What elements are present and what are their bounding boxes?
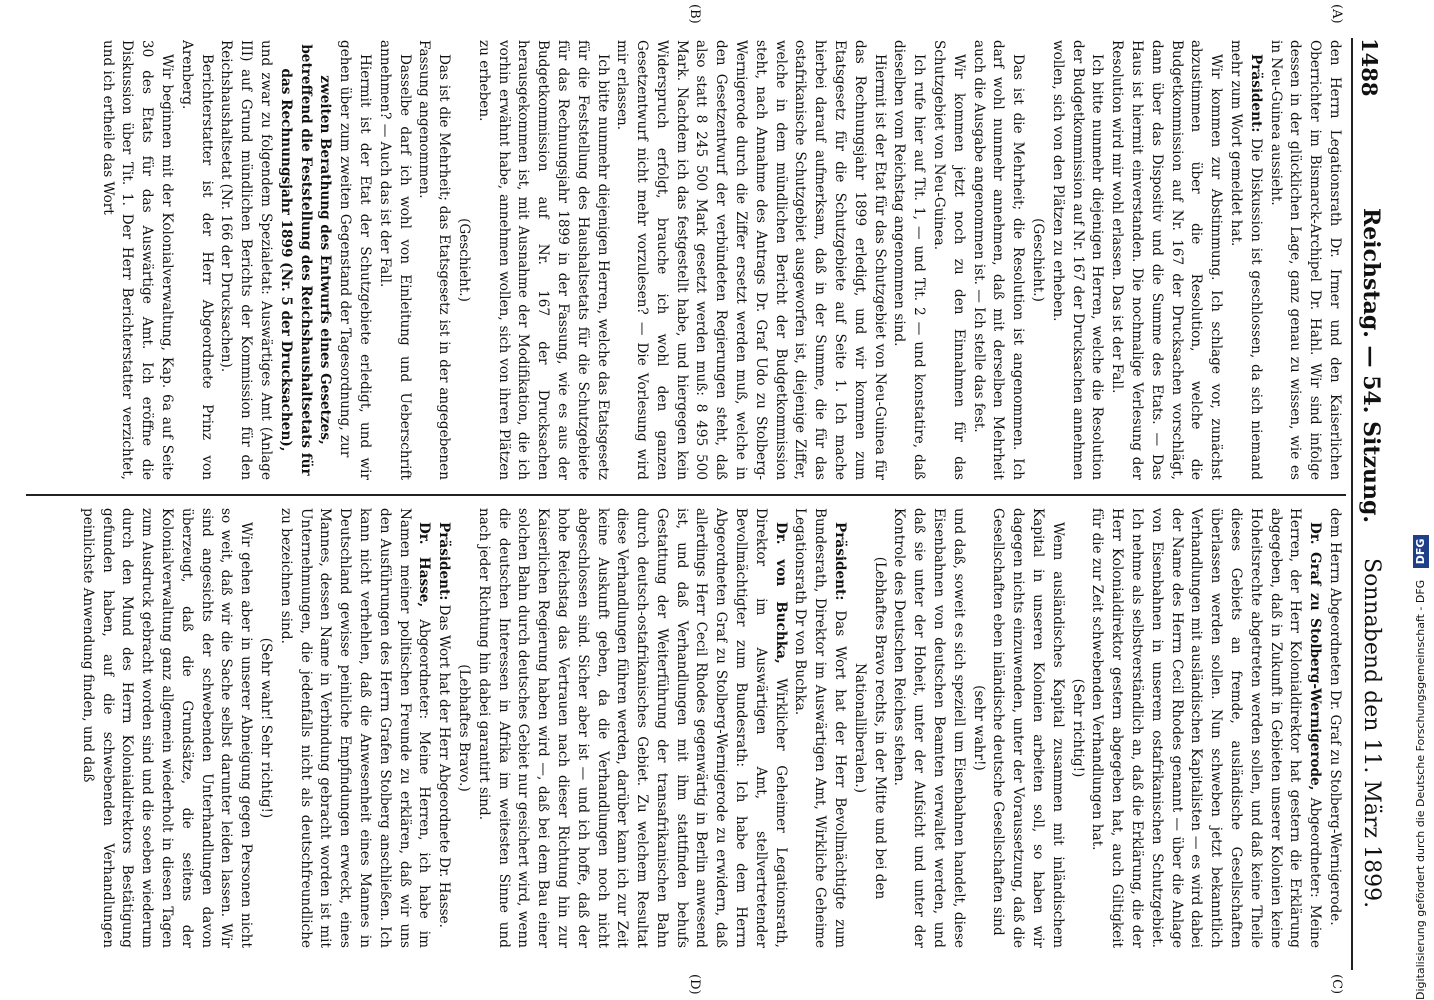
paragraph [433, 508, 453, 948]
interjection: (Geschieht.) [455, 218, 472, 302]
left-column [26, 40, 1344, 480]
column-divider [26, 494, 1346, 496]
margin-marker-d: (D) [687, 974, 702, 995]
paragraph: und daß, soweit es sich speziell um Eisenbahnen handelt, diese Eisenbahnen von deutschen Beamten verwaltet werden, und daß sie unter der Hoheit, unter der Aufsicht und unter der Kontrole des Deutschen Reiches stehen. [891, 508, 967, 948]
paragraph-text: Das Wort hat der Herr Abgeordnete Dr. Hasse. [436, 600, 453, 929]
paragraph [790, 508, 849, 948]
paragraph: Wir kommen jetzt noch zu den Einnahmen für das Schutzgebiet von Neu-Guinea. [931, 40, 967, 480]
paragraph: Hiermit ist der Etat für das Schutzgebiet von Neu-Guinea für das Rechnungsjahr 1899 erledigt, und wir kommen zum Etatsgesetz für die Schutzgebiete auf Seite 1. Ich mache hierbei darauf aufmerksam, daß in der Summe, die für das ostafrikanische Schutzgebiet ausgeworfen ist, diejenige Ziffer, welche in dem mündlichen Bericht der Budgetkommission steht, nach Annahme des Antrags Dr. Graf Udo zu Stolberg-Wernigerode durch die Ziffer ersetzt werden muß, welche in den Gesetzentwurf der verbündeten Regierungen steht, daß also statt 8 245 500 Mark gesetzt werden muß: 8 495 500 Mark. Nachdem ich das festgestellt habe, und hiergegen kein Widerspruch erfolgt, brauche ich wohl den ganzen Gesetzentwurf nicht mehr vorzulesen? — Die Vorlesung wird mir erlassen. [614, 40, 888, 480]
paragraph: Das ist die Mehrheit; das Etatsgesetz ist in der angegebenen Fassung angenommen. [416, 40, 453, 480]
speaker-label: Präsident: [832, 522, 849, 601]
paragraph: Wir kommen zur Abstimmung. Ich schlage vor, zunächst abzustimmen über die Resolution, welche die Budgetkommission auf Nr. 167 der Drucksachen vorschlägt, dann über das Dispositiv und die Summe des Etats. — Das Haus ist hiermit einverstanden. Die nochmalige Verlesung der Resolution wird mir wohl erlassen. Das ist der Fall. [1109, 40, 1225, 480]
paragraph: Berichterstatter ist der Herr Abgeordnete Prinz von Arenberg. [178, 40, 215, 480]
page-number: 1488 [1357, 38, 1382, 97]
paragraph [473, 508, 790, 948]
interjection: (sehr wahr!) [970, 685, 987, 771]
agenda-item: zweiten Berathung des Entwurfs eines Gesetzes, betreffend die Feststellung des Reichshaushaltsetats für das Rechnungsjahr 1899 (Nr. 5 der Drucksachen), [277, 44, 334, 476]
session-date: Sonnabend den 11. März 1899. [1359, 558, 1384, 909]
paragraph [1225, 40, 1265, 480]
paragraph: Ich bitte nunmehr diejenigen Herren, welche die Resolution der Budgetkommission auf Nr. 167 der Drucksachen annehmen wollen, sich von den Plätzen zu erheben. [1049, 40, 1106, 480]
interjection: (Lebhaftes Bravo.) [455, 664, 472, 792]
digitization-sidebar [1408, 0, 1434, 1000]
speaker-name: Dr. Graf zu Stolberg-Wernigerode, [1307, 522, 1324, 791]
speaker-label: Präsident: [1247, 54, 1264, 133]
margin-marker-a: (A) [1329, 4, 1344, 24]
margin-marker-b: (B) [687, 4, 702, 24]
dfg-credit-text: Digitalisierung gefördert durch die Deutsche Forschungsgemeinschaft - DFG [1414, 579, 1427, 1000]
speaker-name: Dr. Hasse, [416, 522, 433, 608]
speaker-name: Dr. von Buchka, [772, 522, 789, 664]
paragraph: dem Herrn Abgeordneten Dr. Graf zu Stolberg-Wernigerode. [1327, 508, 1343, 926]
header-rule [1351, 38, 1353, 970]
page-header [1352, 38, 1386, 970]
dfg-credit [1408, 0, 1434, 1000]
paragraph: den Herrn Legationsrath Dr. Irmer und den Kaiserlichen Oberrichter im Bismarck-Archipel Dr. Hahl. Wir sind infolge dessen in der glücklichen Lage, ganz genau zu wissen, wie es in Neu-Guinea aussieht. [1267, 40, 1343, 480]
paragraph [1087, 508, 1325, 948]
interjection: (Lebhaftes Bravo rechts, in der Mitte und bei den Nationalliberalen.) [851, 556, 888, 900]
paragraph: Dasselbe darf ich wohl von Einleitung und Ueberschrift annehmen? — Auch das ist der Fall. [376, 40, 413, 480]
paragraph: Wenn ausländisches Kapital zusammen mit inländischem Kapital in unseren Kolonien arbeiten soll, so haben wir dagegen nichts einzuwenden, unter der Voraussetzung, daß die Gesellschaften eben inländische deutsche Gesellschaften sind [990, 508, 1066, 948]
paragraph [275, 508, 433, 948]
paragraph: Ich bitte nunmehr diejenigen Herren, welche das Etatsgesetz für die Feststellung des Haushaltsetats für die Schutzgebiete für das Rechnungsjahr 1899 in der Fassung, wie es aus der Budgetkommission auf Nr. 167 der Drucksachen herausgekommen ist, mit Ausnahme der Modifikation, die ich vorhin erwähnt habe, annehmen wollen, sich von ihren Plätzen zu erheben. [475, 40, 611, 480]
paragraph: Wir gehen aber in unserer Abneigung gegen Personen nicht so weit, daß wir die Sache selbst darunter leiden lassen. Wir sind angesichts der schwebenden Unterhandlungen davon überzeugt, daß die Grundsätze, die seitens der Kolonialverwaltung ganz allgemein wiederholt in diesen Tagen zum Ausdruck gebracht worden sind und die soeben wiederum durch den Mund des Herrn Kolonialdirektors Bestätigung gefunden haben, auf die schwebenden Verhandlungen peinlichste Anwendung finden, und daß [79, 508, 255, 948]
paragraph-text: Die Diskussion ist geschlossen, da sich niemand mehr zum Wort gemeldet hat. [1228, 40, 1264, 480]
paragraph-text: Abgeordneter: Meine Herren, der Herr Kolonialdirektor hat gestern die Erklärung abgegeben, daß in Zukunft in Gebieten unserer Kolonien keine Hoheitsrechte abgetreten werden sollen, und daß keine Theile dieses Gebiets an fremde, ausländische Gesellschaften überlassen werden sollen. Nun schweben jetzt bekanntlich Verhandlungen mit ausländischen Kapitalisten — es wird dabei der Name des Herrn Cecil Rhodes genannt — über die Anlage von Eisenbahnen in unserem ostafrikanischen Schutzgebiet. Ich nehme als selbstverständlich an, daß die Erklärung, die der Herr Kolonialdirektor gestern abgegeben hat, auch Giltigkeit für die zur Zeit schwebenden Verhandlungen hat. [1089, 508, 1324, 948]
margin-marker-c: (C) [1329, 974, 1344, 995]
dfg-logo: DFG [1413, 535, 1429, 569]
paragraph: Wir beginnen mit der Kolonialverwaltung, Kap. 6a auf Seite 30 des Etats für das Auswärtige Amt. Ich eröffne die Diskussion über Tit. 1. Der Herr Berichterstatter verzichtet, und ich ertheile das Wort [99, 40, 175, 480]
paragraph-text: Wirklicher Geheimer Legationsrath, Direktor im Auswärtigen Amt, stellvertretender Bevollmächtigter zum Bundesrath: Ich habe dem Herrn Abgeordneten Graf zu Stolberg-Wernigerode zu erwidern, daß allerdings Herr Cecil Rhodes gegenwärtig in Berlin anwesend ist, und daß Verhandlungen mit ihm stattfinden behufs Gestattung der Weiterführung der transafrikanischen Bahn durch deutsch-ostafrikanisches Gebiet. Zu welchem Resultat diese Verhandlungen führen werden, darüber kann ich zur Zeit keine Auskunft geben, da die Verhandlungen noch nicht abgeschlossen sind. Sicher aber ist — und ich hoffe, daß der hohe Reichstag das Vertrauen nach dieser Richtung hin zur Kaiserlichen Regierung haben wird —, daß bei dem Bau einer solchen Bahn durch deutsches Gebiet nur gesichert wird, wenn die deutschen Interessen in Afrika im weitesten Sinne und nach jeder Richtung hin dabei garantirt sind. [475, 508, 789, 948]
session-title: Reichstag. — 54. Sitzung. [1358, 208, 1384, 524]
interjection: (Sehr richtig!) [1069, 678, 1086, 778]
paragraph: Das ist die Mehrheit; die Resolution ist angenommen. Ich darf wohl nunmehr annehmen, daß mit derselben Mehrheit auch die Ausgabe angenommen ist. — Ich stelle das fest. [970, 40, 1027, 480]
speaker-label: Präsident: [436, 522, 453, 601]
right-column [26, 508, 1344, 948]
paragraph: Hiermit ist der Etat der Schutzgebiete erledigt, und wir gehen über zum zweiten Gegenstand der Tagesordnung, zur [337, 40, 373, 480]
paragraph-text: Abgeordneter: Meine Herren, ich habe im Namen meiner politischen Freunde zu erklären, daß wir uns den Ausführungen des Herrn Grafen Stolberg anschließen. Ich kann nicht verhehlen, daß die Anwesenheit eines Mannes in Deutschland gewisse peinliche Empfindungen erweckt, eines Mannes, dessen Name in Verbindung gebracht worden ist mit Unternehmungen, die jedenfalls nicht als deutschfreundliche zu bezeichnen sind. [277, 508, 433, 948]
paragraph-text: Das Wort hat der Herr Bevollmächtigte zum Bundesrath, Direktor im Auswärtigen Amt, Wirkliche Geheime Legationsrath Dr von Buchka. [792, 508, 849, 948]
interjection: (Sehr wahr! Sehr richtig!) [257, 637, 274, 819]
paragraph: und zwar zu folgendem Spezialetat: Auswärtiges Amt (Anlage III) auf Grund mündlichen Berichts der Kommission für den Reichshaushaltsetat (Nr. 166 der Drucksachen). [218, 40, 274, 480]
interjection: (Geschieht.) [1030, 218, 1047, 302]
paragraph: Ich rufe hier auf Tit. 1, — und Tit. 2 — und konstatire, daß dieselben vom Reichstag angenommen sind. [891, 40, 928, 480]
